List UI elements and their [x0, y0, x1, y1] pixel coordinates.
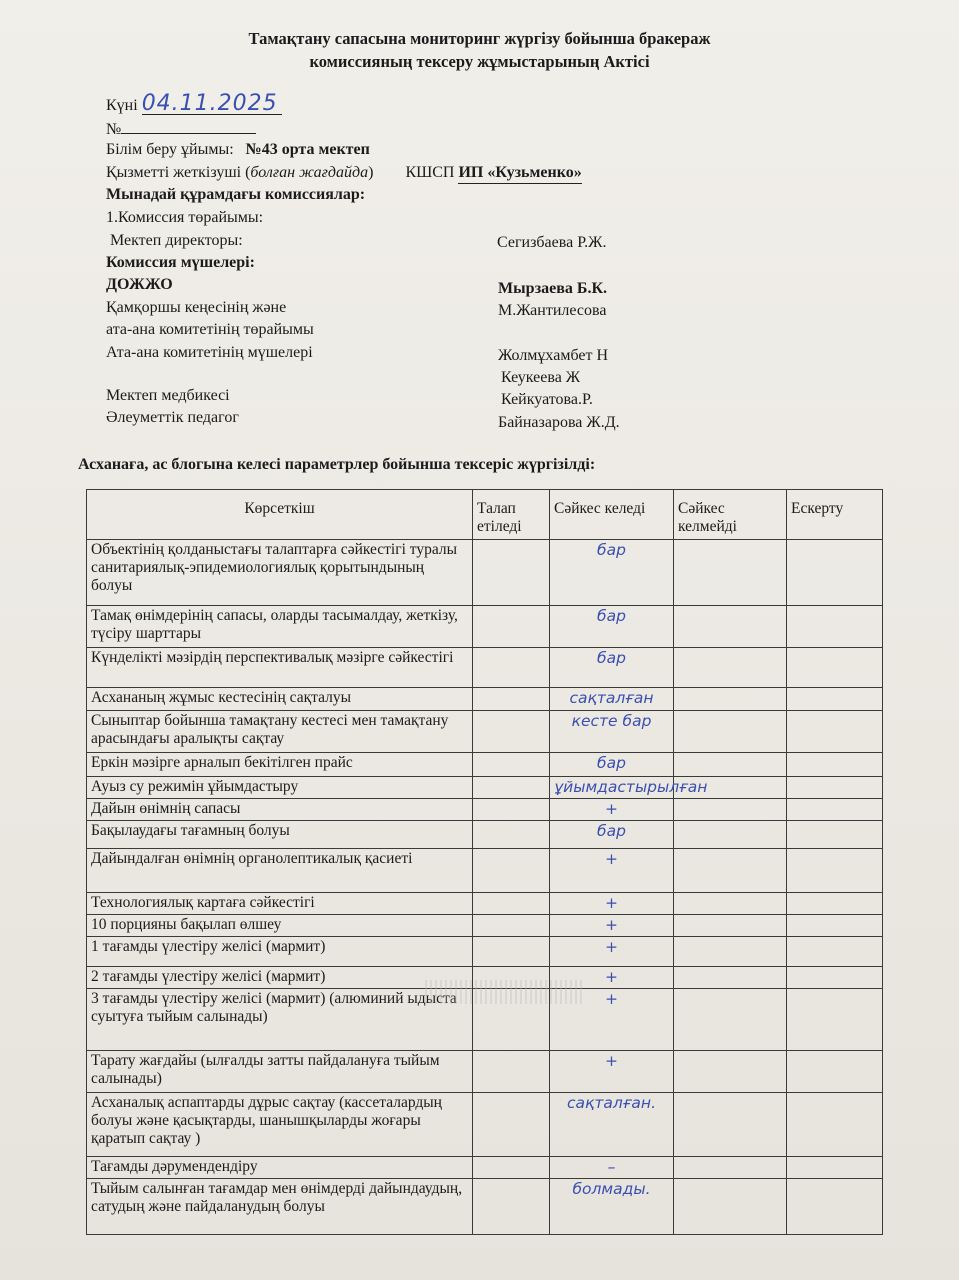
not-matches-cell	[674, 753, 787, 777]
note-cell	[787, 688, 883, 711]
note-cell	[787, 915, 883, 937]
supplier-prefix: КШСП	[405, 164, 455, 181]
board-label-1: Қамқоршы кеңесінің және	[106, 299, 287, 316]
indicator-cell: 2 тағамды үлестіру желісі (мармит)	[87, 967, 473, 989]
note-cell	[787, 799, 883, 821]
note-cell	[787, 893, 883, 915]
table-row	[87, 799, 883, 821]
note-cell	[787, 1051, 883, 1093]
matches-cell	[550, 1051, 674, 1093]
supplier-row	[106, 163, 582, 184]
nurse-name: Кейкуатова.Р.	[501, 391, 593, 408]
document-title-line-2: комиссияның тексеру жұмыстарының Актісі	[309, 52, 650, 71]
required-cell	[473, 648, 550, 688]
board-name: М.Жантилесова	[498, 302, 607, 319]
matches-cell	[550, 688, 674, 711]
header-required: Талап етіледі	[473, 490, 550, 540]
faint-mark	[425, 980, 585, 1004]
handwritten-answer: сақталған.	[567, 1094, 656, 1112]
handwritten-answer: +	[605, 916, 618, 934]
note-cell	[787, 989, 883, 1051]
note-cell	[787, 967, 883, 989]
required-cell	[473, 1051, 550, 1093]
note-cell	[787, 753, 883, 777]
required-cell	[473, 1093, 550, 1157]
handwritten-answer: +	[605, 1052, 618, 1070]
parent-name-1: Жолмұхамбет Н	[498, 347, 609, 364]
board-label-2: ата-ана комитетінің төрайымы	[106, 321, 314, 338]
date-row	[106, 91, 282, 116]
required-cell	[473, 799, 550, 821]
matches-cell	[550, 1157, 674, 1179]
required-cell	[473, 777, 550, 799]
handwritten-answer: болмады.	[572, 1180, 651, 1198]
table-row	[87, 540, 883, 606]
not-matches-cell	[674, 915, 787, 937]
required-cell	[473, 606, 550, 648]
matches-cell	[550, 799, 674, 821]
matches-cell	[550, 893, 674, 915]
not-matches-cell	[674, 821, 787, 849]
not-matches-cell	[674, 1179, 787, 1235]
required-cell	[473, 821, 550, 849]
indicator-cell: Объектінің қолданыстағы талаптарға сәйкестігі туралы санитариялық-эпидемиологиялық қорытындының болуы	[87, 540, 473, 606]
table-row	[87, 821, 883, 849]
commission-heading: Мынадай құрамдағы комиссиялар:	[106, 186, 366, 203]
supplier-value: ИП «Кузьменко»	[458, 163, 581, 184]
number-blank	[121, 117, 256, 134]
handwritten-answer: +	[605, 894, 618, 912]
handwritten-answer: +	[605, 968, 618, 986]
chair-label: 1.Комиссия төрайымы:	[106, 209, 264, 226]
supplier-label: Қызметті жеткізуші (	[106, 164, 251, 181]
table-body	[87, 540, 883, 1235]
matches-cell	[550, 1093, 674, 1157]
indicator-cell: Күнделікті мәзірдің перспективалық мәзірге сәйкестігі	[87, 648, 473, 688]
indicator-cell: Тағамды дәрумендендіру	[87, 1157, 473, 1179]
not-matches-cell	[674, 799, 787, 821]
table-row	[87, 777, 883, 799]
note-cell	[787, 1093, 883, 1157]
table-row	[87, 1157, 883, 1179]
indicator-cell: 1 тағамды үлестіру желісі (мармит)	[87, 937, 473, 967]
handwritten-answer: +	[605, 850, 618, 868]
required-cell	[473, 1179, 550, 1235]
matches-cell	[550, 937, 674, 967]
members-heading: Комиссия мүшелері:	[106, 254, 255, 271]
table-intro: Асханаға, ас блогына келесі параметрлер бойынша тексеріс жүргізілді:	[78, 456, 596, 473]
supplier-label-italic: болған жағдайда	[250, 164, 369, 181]
not-matches-cell	[674, 937, 787, 967]
note-cell	[787, 648, 883, 688]
table-row	[87, 849, 883, 893]
nurse-label: Мектеп медбикесі	[106, 387, 230, 404]
parent-name-2: Кеукеева Ж	[501, 369, 581, 386]
note-cell	[787, 540, 883, 606]
matches-cell	[550, 915, 674, 937]
matches-cell	[550, 1179, 674, 1235]
matches-cell	[550, 777, 708, 799]
note-cell	[787, 1179, 883, 1235]
indicator-cell: Сыныптар бойынша тамақтану кестесі мен тамақтану арасындағы аралықты сақтау	[87, 711, 473, 753]
required-cell	[473, 915, 550, 937]
not-matches-cell	[674, 648, 787, 688]
indicator-cell: Тыйым салынған тағамдар мен өнімдерді дайындаудың, сатудың және пайдаланудың болуы	[87, 1179, 473, 1235]
indicator-cell: Дайын өнімнің сапасы	[87, 799, 473, 821]
indicator-cell: Ауыз су режимін ұйымдастыру	[87, 777, 473, 799]
note-cell	[787, 777, 883, 799]
required-cell	[473, 688, 550, 711]
header-note: Ескерту	[787, 490, 883, 540]
required-cell	[473, 937, 550, 967]
note-cell	[787, 821, 883, 849]
date-label: Күні	[106, 97, 138, 114]
handwritten-answer: кесте бар	[571, 712, 652, 730]
org-value: №43 орта мектеп	[245, 141, 370, 158]
dozhzo-name: Мырзаева Б.К.	[498, 280, 608, 297]
table-row	[87, 711, 883, 753]
indicator-cell: 3 тағамды үлестіру желісі (мармит) (алюминий ыдыста суытуға тыйым салынады)	[87, 989, 473, 1051]
matches-cell	[550, 753, 674, 777]
indicator-cell: Технологиялық картаға сәйкестігі	[87, 893, 473, 915]
social-label: Әлеуметтік педагог	[106, 409, 239, 426]
required-cell	[473, 753, 550, 777]
dozhzo-label: ДОЖЖО	[106, 276, 173, 293]
required-cell	[473, 849, 550, 893]
note-cell	[787, 606, 883, 648]
indicator-cell: Тарату жағдайы (ылғалды затты пайдалануға тыйым салынады)	[87, 1051, 473, 1093]
matches-cell	[550, 648, 674, 688]
indicator-cell: Асхананың жұмыс кестесінің сақталуы	[87, 688, 473, 711]
handwritten-answer: сақталған	[569, 689, 654, 707]
not-matches-cell	[674, 1093, 787, 1157]
director-label: Мектеп директоры:	[110, 232, 243, 249]
not-matches-cell	[674, 606, 787, 648]
social-name: Байназарова Ж.Д.	[498, 414, 620, 431]
header-matches: Сәйкес келеді	[550, 490, 674, 540]
org-row	[106, 140, 370, 160]
not-matches-cell	[674, 893, 787, 915]
table-header-row	[87, 490, 883, 540]
indicator-cell: 10 порцияны бақылап өлшеу	[87, 915, 473, 937]
matches-cell	[550, 606, 674, 648]
handwritten-answer: +	[605, 990, 618, 1008]
table-row	[87, 1179, 883, 1235]
supplier-label-end: )	[368, 164, 374, 181]
handwritten-answer: –	[607, 1158, 616, 1176]
note-cell	[787, 711, 883, 753]
org-label: Білім беру ұйымы:	[106, 141, 234, 158]
not-matches-cell	[674, 688, 787, 711]
indicator-cell: Еркін мәзірге арналып бекітілген прайс	[87, 753, 473, 777]
handwritten-answer: бар	[597, 607, 626, 625]
not-matches-cell	[674, 967, 787, 989]
note-cell	[787, 937, 883, 967]
date-value: 04.11.2025	[142, 94, 282, 115]
not-matches-cell	[674, 711, 787, 753]
not-matches-cell	[674, 1157, 787, 1179]
director-name: Сегизбаева Р.Ж.	[497, 234, 607, 251]
required-cell	[473, 1157, 550, 1179]
parents-label: Ата-ана комитетінің мүшелері	[106, 344, 313, 361]
note-cell	[787, 849, 883, 893]
not-matches-cell	[674, 989, 787, 1051]
indicator-cell: Тамақ өнімдерінің сапасы, оларды тасымалдау, жеткізу, түсіру шарттары	[87, 606, 473, 648]
inspection-table	[86, 489, 883, 1235]
handwritten-answer: +	[605, 938, 618, 956]
table-row	[87, 1051, 883, 1093]
required-cell	[473, 893, 550, 915]
handwritten-answer: ұйымдастырылған	[554, 778, 708, 796]
header-indicator: Көрсеткіш	[87, 490, 473, 540]
handwritten-answer: бар	[597, 822, 626, 840]
document-title-line-1: Тамақтану сапасына мониторинг жүргізу бойынша бракераж	[248, 29, 711, 48]
header-not-matches: Сәйкес келмейді	[674, 490, 787, 540]
note-cell	[787, 1157, 883, 1179]
matches-cell	[550, 711, 674, 753]
indicator-cell: Асханалық аспаптарды дұрыс сақтау (кассеталардың болуы және қасықтарды, шанышқыларды жоғары қаратып сақтау )	[87, 1093, 473, 1157]
table-row	[87, 606, 883, 648]
handwritten-answer: бар	[597, 541, 626, 559]
not-matches-cell	[674, 540, 787, 606]
table-row	[87, 937, 883, 967]
required-cell	[473, 540, 550, 606]
table-row	[87, 753, 883, 777]
matches-cell	[550, 540, 674, 606]
number-row	[106, 117, 256, 140]
table-row	[87, 688, 883, 711]
indicator-cell: Бақылаудағы тағамның болуы	[87, 821, 473, 849]
indicator-cell: Дайындалған өнімнің органолептикалық қасиеті	[87, 849, 473, 893]
not-matches-cell	[674, 849, 787, 893]
number-label: №	[106, 121, 122, 138]
table-row	[87, 648, 883, 688]
table-row	[87, 915, 883, 937]
required-cell	[473, 711, 550, 753]
handwritten-answer: бар	[597, 649, 626, 667]
table-row	[87, 1093, 883, 1157]
not-matches-cell	[674, 1051, 787, 1093]
matches-cell	[550, 849, 674, 893]
table-row	[87, 893, 883, 915]
handwritten-answer: +	[605, 800, 618, 818]
handwritten-answer: бар	[597, 754, 626, 772]
matches-cell	[550, 821, 674, 849]
